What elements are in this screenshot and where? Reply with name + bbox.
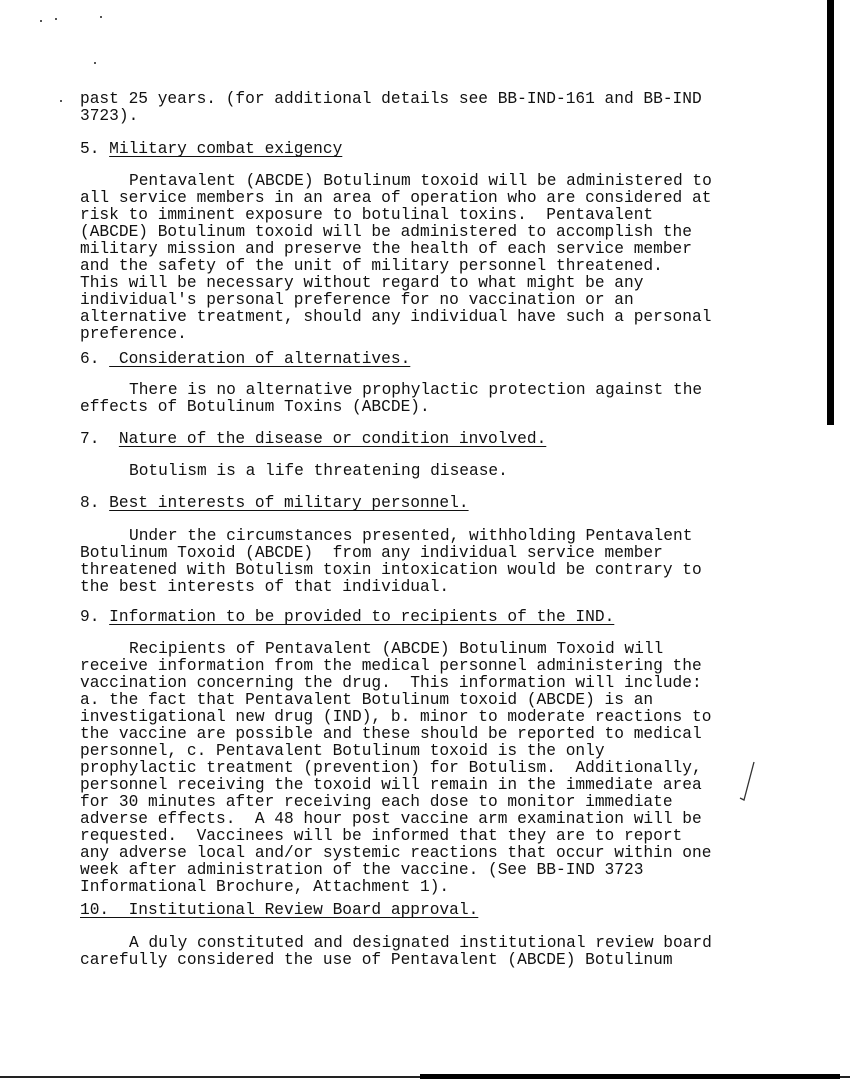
section-7-body — [80, 463, 820, 480]
section-title: Military combat exigency — [109, 140, 343, 158]
scan-bottom-bar — [420, 1074, 840, 1079]
text-line: past 25 years. (for additional details see BB-IND-161 and BB-IND — [80, 90, 702, 108]
text-line: alternative treatment, should any individual have such a personal — [80, 308, 712, 326]
text-line: Recipients of Pentavalent (ABCDE) Botulinum Toxoid will — [129, 640, 664, 658]
section-5-heading — [80, 141, 820, 158]
section-title: Information to be provided to recipients of the IND. — [109, 608, 615, 626]
text-line: and the safety of the unit of military personnel threatened. — [80, 257, 663, 275]
intro-text — [80, 91, 820, 125]
text-line: adverse effects. A 48 hour post vaccine arm examination will be — [80, 810, 702, 828]
section-number: 5. — [80, 140, 110, 158]
section-number: 6. — [80, 350, 110, 368]
scan-speck — [100, 16, 102, 18]
text-line: receive information from the medical personnel administering the — [80, 657, 702, 675]
section-title: 10. Institutional Review Board approval. — [80, 901, 479, 919]
text-line: A duly constituted and designated institutional review board — [129, 934, 712, 952]
text-line: personnel receiving the toxoid will remain in the immediate area — [80, 776, 702, 794]
scan-speck — [94, 62, 96, 64]
text-line: effects of Botulinum Toxins (ABCDE). — [80, 398, 430, 416]
section-title: Nature of the disease or condition involved. — [118, 430, 547, 448]
text-line: investigational new drug (IND), b. minor to moderate reactions to — [80, 708, 712, 726]
text-line: This will be necessary without regard to what might be any — [80, 274, 644, 292]
text-line: for 30 minutes after receiving each dose to monitor immediate — [80, 793, 673, 811]
section-number: 7. — [80, 430, 119, 448]
text-line: carefully considered the use of Pentavalent (ABCDE) Botulinum — [80, 951, 673, 969]
text-line: military mission and preserve the health of each service member — [80, 240, 692, 258]
text-line: Under the circumstances presented, withholding Pentavalent — [129, 527, 693, 545]
section-number: 8. — [80, 494, 110, 512]
text-line: all service members in an area of operation who are considered at — [80, 189, 712, 207]
text-line: prophylactic treatment (prevention) for Botulism. Additionally, — [80, 759, 702, 777]
text-line: the vaccine are possible and these should be reported to medical — [80, 725, 702, 743]
scan-margin-bar — [827, 0, 834, 425]
text-line: Botulism is a life threatening disease. — [129, 462, 508, 480]
text-line: (ABCDE) Botulinum toxoid will be administered to accomplish the — [80, 223, 692, 241]
section-8-heading — [80, 495, 820, 512]
section-7-heading — [80, 431, 820, 448]
text-line: the best interests of that individual. — [80, 578, 450, 596]
section-9-body — [80, 641, 820, 896]
section-5-body — [80, 173, 820, 343]
section-6-heading — [80, 351, 820, 368]
section-number: 9. — [80, 608, 110, 626]
text-line: Pentavalent (ABCDE) Botulinum toxoid will be administered to — [129, 172, 712, 190]
scan-speck — [40, 20, 42, 22]
text-line: 3723). — [80, 107, 139, 125]
section-10-body — [80, 935, 820, 969]
section-title: Consideration of alternatives. — [109, 350, 411, 368]
text-line: individual's personal preference for no vaccination or an — [80, 291, 634, 309]
text-line: Botulinum Toxoid (ABCDE) from any individual service member — [80, 544, 663, 562]
text-line: Informational Brochure, Attachment 1). — [80, 878, 450, 896]
scan-speck — [60, 100, 62, 102]
text-line: personnel, c. Pentavalent Botulinum toxoid is the only — [80, 742, 605, 760]
text-line: week after administration of the vaccine. (See BB-IND 3723 — [80, 861, 644, 879]
section-6-body — [80, 382, 820, 416]
text-line: vaccination concerning the drug. This information will include: — [80, 674, 702, 692]
scan-speck — [55, 18, 57, 20]
text-line: requested. Vaccinees will be informed that they are to report — [80, 827, 683, 845]
text-line: any adverse local and/or systemic reactions that occur within one — [80, 844, 712, 862]
section-8-body — [80, 528, 820, 596]
text-line: a. the fact that Pentavalent Botulinum toxoid (ABCDE) is an — [80, 691, 654, 709]
text-line: There is no alternative prophylactic protection against the — [129, 381, 703, 399]
section-10-heading — [80, 902, 820, 919]
document-body — [80, 91, 820, 969]
text-line: threatened with Botulism toxin intoxication would be contrary to — [80, 561, 702, 579]
section-9-heading — [80, 609, 820, 626]
section-title: Best interests of military personnel. — [109, 494, 469, 512]
text-line: preference. — [80, 325, 187, 343]
text-line: risk to imminent exposure to botulinal toxins. Pentavalent — [80, 206, 654, 224]
